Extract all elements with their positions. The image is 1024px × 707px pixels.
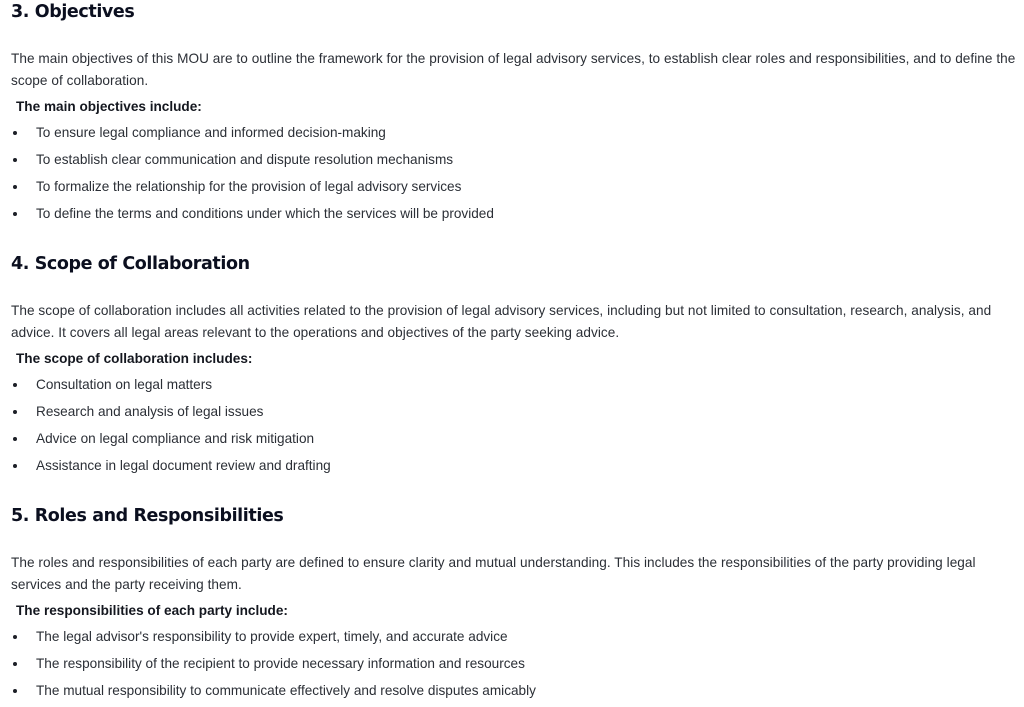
bullet-icon [13,689,17,693]
list-item-text: The responsibility of the recipient to provide necessary information and resources [36,656,525,671]
bullet-icon [13,635,17,639]
section-paragraph: The main objectives of this MOU are to outline the framework for the provision of legal advisory services, to establish clear roles and responsibilities, and to define the scope of collaboration. [11,51,1016,88]
list-item [11,401,1021,428]
section-subheading: The main objectives include: [16,99,202,114]
section-objectives [11,0,1021,230]
list-item-text: To define the terms and conditions under which the services will be provided [36,206,494,221]
section-heading: 3. Objectives [11,2,135,22]
list-item [11,203,1021,230]
section-heading: 5. Roles and Responsibilities [11,506,284,526]
list-item-text: Assistance in legal document review and drafting [36,458,331,473]
section-subheading: The scope of collaboration includes: [16,351,253,366]
bullet-icon [13,158,17,162]
list-item-text: Advice on legal compliance and risk mitigation [36,431,315,446]
bullet-icon [13,185,17,189]
section-heading: 4. Scope of Collaboration [11,254,250,274]
list-item [11,374,1021,401]
list-item [11,122,1021,149]
bullet-icon [13,464,17,468]
list-item-text: To establish clear communication and dispute resolution mechanisms [36,152,454,167]
section-subheading: The responsibilities of each party include: [16,603,288,618]
bullet-icon [13,212,17,216]
bullet-icon [13,410,17,414]
bullet-list [11,374,1021,482]
list-item [11,428,1021,455]
list-item [11,653,1021,680]
list-item [11,149,1021,176]
section-scope-of-collaboration [11,252,1021,482]
section-roles-and-responsibilities [11,504,1021,707]
bullet-list [11,122,1021,230]
list-item [11,176,1021,203]
bullet-icon [13,383,17,387]
section-paragraph: The scope of collaboration includes all activities related to the provision of legal advisory services, including but not limited to consultation, research, analysis, and advice. It covers all legal areas relevant to the operations and objectives of the party seeking advice. [11,303,992,340]
list-item-text: To formalize the relationship for the provision of legal advisory services [36,179,462,194]
list-item-text: Research and analysis of legal issues [36,404,264,419]
list-item-text: To ensure legal compliance and informed decision-making [36,125,386,140]
bullet-icon [13,131,17,135]
list-item [11,680,1021,707]
list-item-text: The legal advisor's responsibility to provide expert, timely, and accurate advice [36,629,508,644]
section-paragraph: The roles and responsibilities of each party are defined to ensure clarity and mutual understanding. This includes the responsibilities of the party providing legal services and the party receiving them. [11,555,976,592]
list-item-text: The mutual responsibility to communicate effectively and resolve disputes amicably [36,683,536,698]
bullet-icon [13,662,17,666]
list-item-text: Consultation on legal matters [36,377,213,392]
bullet-list [11,626,1021,707]
list-item [11,626,1021,653]
bullet-icon [13,437,17,441]
list-item [11,455,1021,482]
